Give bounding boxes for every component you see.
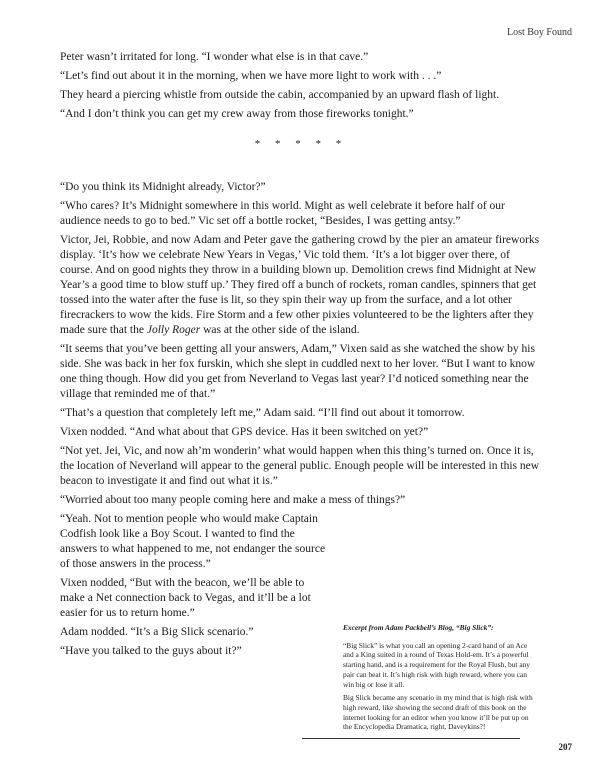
running-header: Lost Boy Found [506,27,572,38]
divider-rule [302,738,520,739]
paragraph: Vixen nodded. “And what about that GPS device. Has it been switched on yet?” [60,426,429,438]
sidebar-paragraph: Big Slick became any scenario in my mind that is high risk with high reward, like showing the second draft of this book on the internet looking for an editor when you know it’ll be put up on the Encyclopedia Dramatica, right, Daveykins?! [343,693,533,732]
scene-break: * * * * * [254,138,348,150]
body-text [60,50,542,663]
paragraph: They heard a piercing whistle from outside the cabin, accompanied by an upward flash of light. [60,89,500,101]
paragraph: “Worried about too many people coming here and make a mess of things?” [60,494,406,506]
paragraph: Peter wasn’t irritated for long. “I wonder what else is in that cave.” [60,51,369,63]
ship-name: Jolly Roger [146,324,201,336]
paragraph: Vixen nodded, “But with the beacon, we’ll be able to make a Net connection back to Vegas, and it’ll be a lot easier for us to return home.” [60,577,311,619]
paragraph-text: Victor, Jei, Robbie, and now Adam and Peter gave the gathering crowd by the pier an amateur fireworks display. ‘It’s how we celebrate New Years in Vegas,’ Vic told them. ‘It’s a lot bigger over there, of course. And on good nights they throw in a building blown up. Demolition crews find Midnight at New Year’s a good time to blow stuff up.’ They fired off a bunch of rockets, roman candles, spinners that get tossed into the water after the fuse is lit, so they spin their way up from the surface, and a lot other firecrackers to wow the kids. Fire Storm and a few other pixies volunteered to be the lighters after they made sure that the [60,234,540,336]
paragraph: “And I don’t think you can get my crew away from those fireworks tonight.” [60,108,414,120]
paragraph: “Have you talked to the guys about it?” [60,645,242,657]
paragraph: Adam nodded. “It’s a Big Slick scenario.” [60,626,254,638]
paragraph: “Who cares? It’s Midnight somewhere in this world. Might as well celebrate it before half of our audience needs to go to bed.” Vic set off a bottle rocket, “Besides, I was getting antsy.” [60,200,505,227]
paragraph: “It seems that you’ve been getting all your answers, Adam,” Vixen said as she watched the show by his side. She was back in her fox furskin, which she slept in cuddled next to her lover. “But I want to know one thing though. How did you get from Neverland to Vegas last year? I’d noticed something near the village that reminded me of that.” [60,343,536,400]
paragraph: “Yeah. Not to mention people who would make Captain Codfish look like a Boy Scout. I wanted to find the answers to what happened to me, not endanger the source of those answers in the process.” [60,513,326,570]
paragraph: “Not yet. Jei, Vic, and now ah’m wonderin’ what would happen when this thing’s turned on. Once it is, the location of Neverland will appear to the general public. Enough people will be interested in this new beacon to investigate it and find out what it is.” [60,445,540,487]
paragraph [60,233,542,338]
paragraph: “Let’s find out about it in the morning, when we have more light to work with . . .” [60,70,442,82]
sidebar-title: Excerpt from Adam Packbell’s Blog, “Big Slick”: [343,623,494,632]
sidebar-paragraph: “Big Slick” is what you call an opening 2-card hand of an Ace and a King suited in a round of Texas Hold-em. It’s a powerful starting hand, and is a requirement for the Royal Flush, but any pair can beat it. It’s high risk with high reward, where you can win big or lose it all. [343,640,530,689]
paragraph: “That’s a question that completely left me,” Adam said. “I’ll find out about it tomorrow. [60,407,465,419]
paragraph-text: was at the other side of the island. [200,324,360,336]
blog-excerpt-sidebar [343,623,539,736]
paragraph: “Do you think its Midnight already, Victor?” [60,181,266,193]
page-number: 207 [558,742,572,752]
